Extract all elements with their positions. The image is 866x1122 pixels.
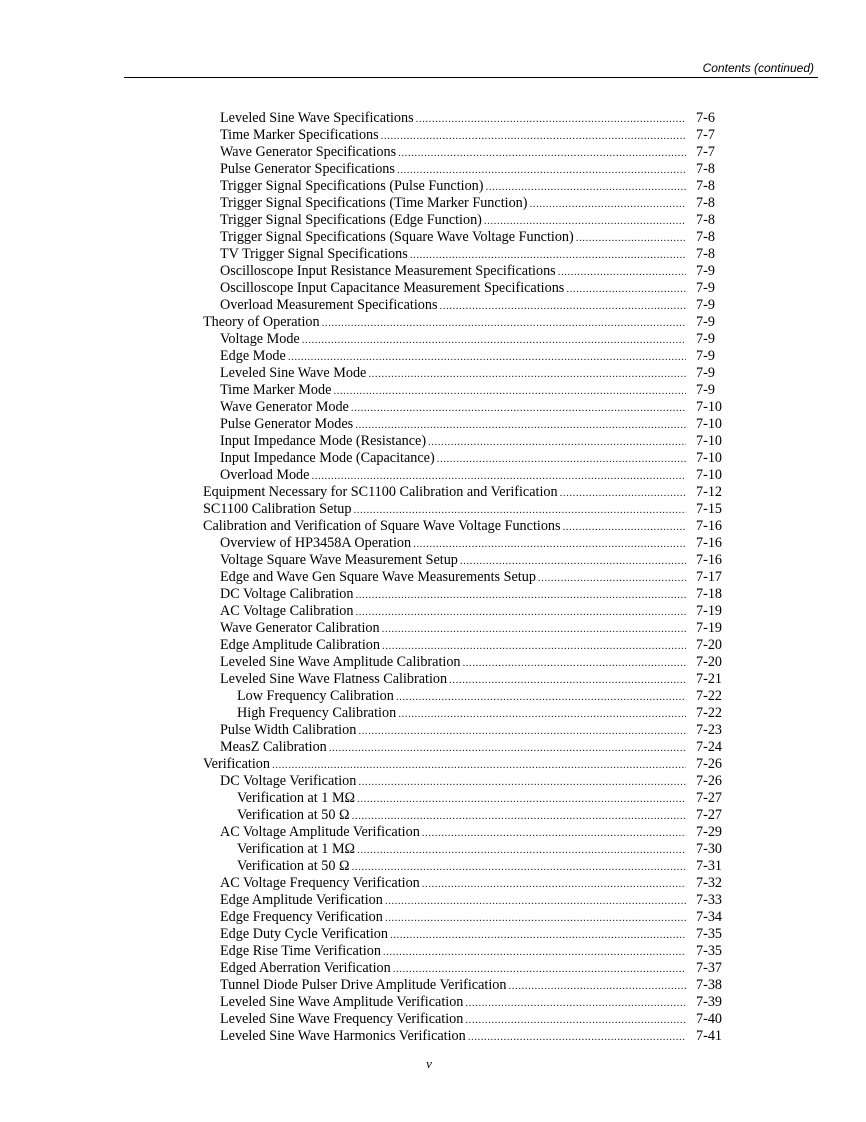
toc-entry-line	[220, 399, 686, 417]
toc-entry-title: Overload Measurement Specifications	[220, 297, 438, 313]
toc-entry-title: Overload Mode	[220, 467, 310, 483]
toc-entry[interactable]	[0, 722, 866, 739]
toc-entry-line	[220, 875, 686, 893]
toc-entry[interactable]	[0, 127, 866, 144]
dot-leader	[333, 383, 686, 400]
dot-leader	[508, 978, 686, 995]
toc-entry-page: 7-19	[696, 620, 723, 636]
toc-entry-page: 7-41	[696, 1028, 723, 1044]
dot-leader	[463, 655, 686, 672]
toc-entry[interactable]	[0, 875, 866, 892]
toc-entry-page: 7-10	[696, 433, 723, 449]
toc-entry-page: 7-9	[696, 348, 715, 364]
dot-leader	[382, 638, 686, 655]
toc-entry-line	[220, 416, 686, 434]
toc-entry-page: 7-34	[696, 909, 723, 925]
toc-entry-page: 7-38	[696, 977, 723, 993]
toc-entry-page: 7-31	[696, 858, 723, 874]
toc-entry-title: Trigger Signal Specifications (Time Marker Function)	[220, 195, 528, 211]
dot-leader	[353, 502, 686, 519]
toc-entry[interactable]	[0, 654, 866, 671]
toc-entry-title: Pulse Generator Specifications	[220, 161, 395, 177]
toc-entry-title: High Frequency Calibration	[237, 705, 397, 721]
toc-entry-title: Input Impedance Mode (Capacitance)	[220, 450, 435, 466]
toc-entry[interactable]	[0, 858, 866, 875]
toc-entry[interactable]	[0, 637, 866, 654]
dot-leader	[460, 553, 686, 570]
dot-leader	[302, 332, 686, 349]
toc-entry-page: 7-24	[696, 739, 723, 755]
toc-entry-page: 7-16	[696, 552, 723, 568]
toc-entry-line	[220, 654, 686, 672]
dot-leader	[358, 774, 686, 791]
dot-leader	[484, 213, 686, 230]
toc-entry-line	[220, 127, 686, 145]
dot-leader	[566, 281, 686, 298]
toc-entry-line	[237, 790, 686, 808]
toc-entry-line	[220, 569, 686, 587]
toc-entry[interactable]	[0, 960, 866, 977]
dot-leader	[410, 247, 686, 264]
dot-leader	[390, 927, 686, 944]
toc-entry[interactable]	[0, 518, 866, 535]
dot-leader	[428, 434, 686, 451]
toc-entry-title: Edge Duty Cycle Verification	[220, 926, 388, 942]
toc-entry-title: TV Trigger Signal Specifications	[220, 246, 408, 262]
dot-leader	[437, 451, 686, 468]
toc-entry-line	[220, 620, 686, 638]
toc-entry[interactable]	[0, 229, 866, 246]
toc-entry-line	[220, 892, 686, 910]
dot-leader	[272, 757, 686, 774]
toc-entry-page: 7-37	[696, 960, 723, 976]
dot-leader	[560, 485, 686, 502]
toc-entry-line	[220, 263, 686, 281]
toc-entry-page: 7-21	[696, 671, 723, 687]
toc-entry-title: Time Marker Specifications	[220, 127, 379, 143]
toc-entry-title: Overview of HP3458A Operation	[220, 535, 412, 551]
toc-entry-title: DC Voltage Calibration	[220, 586, 354, 602]
dot-leader	[486, 179, 686, 196]
toc-entry-page: 7-33	[696, 892, 723, 908]
toc-entry-title: Trigger Signal Specifications (Edge Function)	[220, 212, 482, 228]
toc-entry-page: 7-20	[696, 654, 723, 670]
toc-entry-title: Wave Generator Specifications	[220, 144, 397, 160]
toc-entry-title: Wave Generator Mode	[220, 399, 349, 415]
toc-entry[interactable]	[0, 552, 866, 569]
toc-entry-title: Calibration and Verification of Square Wave Voltage Functions	[203, 518, 561, 534]
toc-entry-line	[220, 144, 686, 162]
toc-entry[interactable]	[0, 807, 866, 824]
toc-entry-page: 7-22	[696, 705, 723, 721]
toc-entry[interactable]	[0, 535, 866, 552]
toc-entry-line	[220, 280, 686, 298]
dot-leader	[576, 230, 686, 247]
toc-entry-page: 7-26	[696, 773, 723, 789]
toc-entry-page: 7-40	[696, 1011, 723, 1027]
toc-entry-page: 7-8	[696, 178, 715, 194]
toc-entry-title: Leveled Sine Wave Mode	[220, 365, 367, 381]
toc-entry-page: 7-26	[696, 756, 723, 772]
toc-entry-title: Verification	[203, 756, 270, 772]
toc-entry-page: 7-7	[696, 127, 715, 143]
toc-entry-page: 7-16	[696, 535, 723, 551]
toc-entry[interactable]	[0, 399, 866, 416]
toc-entry-title: Voltage Square Wave Measurement Setup	[220, 552, 458, 568]
dot-leader	[396, 689, 686, 706]
dot-leader	[538, 570, 686, 587]
toc-entry[interactable]	[0, 416, 866, 433]
toc-entry-page: 7-10	[696, 450, 723, 466]
toc-entry[interactable]	[0, 739, 866, 756]
toc-entry-title: Oscilloscope Input Capacitance Measurement Specifications	[220, 280, 565, 296]
toc-entry[interactable]	[0, 280, 866, 297]
toc-entry-page: 7-30	[696, 841, 723, 857]
toc-entry-title: Edge Mode	[220, 348, 286, 364]
dot-leader	[398, 706, 686, 723]
toc-entry[interactable]	[0, 569, 866, 586]
dot-leader	[382, 621, 686, 638]
toc-entry[interactable]	[0, 603, 866, 620]
toc-entry-line	[237, 807, 686, 825]
toc-entry[interactable]	[0, 212, 866, 229]
toc-entry[interactable]	[0, 773, 866, 790]
toc-entry-line	[220, 773, 686, 791]
toc-entry-line	[220, 246, 686, 264]
toc-entry-page: 7-8	[696, 212, 715, 228]
toc-entry-page: 7-15	[696, 501, 723, 517]
toc-entry[interactable]	[0, 1011, 866, 1028]
toc-entry-page: 7-9	[696, 297, 715, 313]
toc-entry-page: 7-9	[696, 382, 715, 398]
toc-entry[interactable]	[0, 841, 866, 858]
dot-leader	[385, 893, 686, 910]
toc-entry-page: 7-18	[696, 586, 723, 602]
toc-entry-title: AC Voltage Frequency Verification	[220, 875, 420, 891]
toc-entry-title: Oscilloscope Input Resistance Measurement Specifications	[220, 263, 556, 279]
dot-leader	[351, 400, 686, 417]
toc-entry-page: 7-9	[696, 280, 715, 296]
toc-entry[interactable]	[0, 365, 866, 382]
toc-entry-line	[220, 586, 686, 604]
dot-leader	[357, 842, 686, 859]
toc-entry-page: 7-9	[696, 263, 715, 279]
running-header: Contents (continued)	[702, 61, 814, 75]
dot-leader	[563, 519, 686, 536]
toc-entry[interactable]	[0, 433, 866, 450]
toc-entry-line	[220, 1028, 686, 1046]
toc-entry-page: 7-10	[696, 416, 723, 432]
toc-entry-title: Edged Aberration Verification	[220, 960, 391, 976]
toc-entry-page: 7-20	[696, 637, 723, 653]
toc-entry-page: 7-29	[696, 824, 723, 840]
toc-entry-line	[220, 365, 686, 383]
dot-leader	[383, 944, 686, 961]
dot-leader	[468, 1029, 686, 1046]
toc-entry-page: 7-9	[696, 331, 715, 347]
toc-entry-title: Leveled Sine Wave Specifications	[220, 110, 414, 126]
dot-leader	[368, 366, 686, 383]
toc-entry-title: Trigger Signal Specifications (Pulse Function)	[220, 178, 484, 194]
toc-entry-line	[220, 824, 686, 842]
toc-entry-title: Verification at 50 Ω	[237, 858, 350, 874]
dot-leader	[416, 111, 686, 128]
toc-entry-page: 7-9	[696, 314, 715, 330]
toc-entry-title: Edge Rise Time Verification	[220, 943, 381, 959]
toc-entry[interactable]	[0, 246, 866, 263]
toc-entry-title: Tunnel Diode Pulser Drive Amplitude Verification	[220, 977, 507, 993]
toc-entry-title: Verification at 1 MΩ	[237, 841, 356, 857]
toc-entry-title: Low Frequency Calibration	[237, 688, 394, 704]
dot-leader	[322, 315, 686, 332]
toc-entry-line	[220, 331, 686, 349]
toc-entry-page: 7-10	[696, 467, 723, 483]
toc-entry-line	[220, 467, 686, 485]
toc-entry-line	[203, 314, 686, 332]
toc-entry[interactable]	[0, 994, 866, 1011]
toc-entry[interactable]	[0, 450, 866, 467]
dot-leader	[311, 468, 686, 485]
toc-entry-page: 7-10	[696, 399, 723, 415]
dot-leader	[413, 536, 686, 553]
toc-entry-title: DC Voltage Verification	[220, 773, 357, 789]
dot-leader	[558, 264, 686, 281]
dot-leader	[355, 587, 686, 604]
toc-entry-line	[220, 110, 686, 128]
toc-entry-title: Time Marker Mode	[220, 382, 332, 398]
toc-entry[interactable]	[0, 110, 866, 127]
toc-entry[interactable]	[0, 1028, 866, 1045]
toc-entry-title: Trigger Signal Specifications (Square Wave Voltage Function)	[220, 229, 574, 245]
toc-entry[interactable]	[0, 467, 866, 484]
toc-entry-page: 7-32	[696, 875, 723, 891]
toc-entry-line	[220, 977, 686, 995]
toc-entry[interactable]	[0, 348, 866, 365]
toc-entry-title: Verification at 1 MΩ	[237, 790, 356, 806]
toc-entry-page: 7-17	[696, 569, 723, 585]
toc-entry-line	[237, 858, 686, 876]
toc-entry[interactable]	[0, 331, 866, 348]
toc-entry-line	[203, 484, 686, 502]
toc-entry-line	[220, 1011, 686, 1029]
toc-entry[interactable]	[0, 926, 866, 943]
toc-entry-line	[203, 518, 686, 536]
toc-entry-title: Leveled Sine Wave Harmonics Verification	[220, 1028, 466, 1044]
toc-entry[interactable]	[0, 382, 866, 399]
dot-leader	[357, 791, 686, 808]
toc-entry-title: Leveled Sine Wave Frequency Verification	[220, 1011, 464, 1027]
toc-entry-line	[220, 348, 686, 366]
toc-entry[interactable]	[0, 892, 866, 909]
dot-leader	[352, 859, 686, 876]
toc-entry-line	[220, 637, 686, 655]
toc-entry[interactable]	[0, 314, 866, 331]
toc-entry-page: 7-8	[696, 161, 715, 177]
dot-leader	[393, 961, 686, 978]
toc-entry-page: 7-22	[696, 688, 723, 704]
toc-entry-page: 7-8	[696, 246, 715, 262]
toc-entry-page: 7-35	[696, 943, 723, 959]
toc-entry-page: 7-16	[696, 518, 723, 534]
toc-entry-page: 7-35	[696, 926, 723, 942]
toc-entry-title: SC1100 Calibration Setup	[203, 501, 352, 517]
toc-entry-line	[203, 501, 686, 519]
toc-entry-line	[220, 229, 686, 247]
toc-entry-line	[220, 671, 686, 689]
toc-entry-title: Edge Amplitude Verification	[220, 892, 383, 908]
toc-entry-line	[220, 535, 686, 553]
toc-entry-title: Edge Frequency Verification	[220, 909, 383, 925]
toc-entry-line	[220, 943, 686, 961]
dot-leader	[530, 196, 687, 213]
toc-entry-page: 7-39	[696, 994, 723, 1010]
dot-leader	[422, 825, 686, 842]
toc-entry[interactable]	[0, 620, 866, 637]
toc-entry-page: 7-9	[696, 365, 715, 381]
toc-entry-title: Verification at 50 Ω	[237, 807, 350, 823]
dot-leader	[355, 604, 686, 621]
toc-entry[interactable]	[0, 501, 866, 518]
toc-entry-page: 7-8	[696, 195, 715, 211]
toc-entry-line	[220, 161, 686, 179]
toc-entry[interactable]	[0, 705, 866, 722]
toc-entry[interactable]	[0, 943, 866, 960]
toc-entry[interactable]	[0, 790, 866, 807]
dot-leader	[465, 1012, 686, 1029]
toc-entry[interactable]	[0, 824, 866, 841]
toc-entry-title: Input Impedance Mode (Resistance)	[220, 433, 427, 449]
toc-entry-title: Leveled Sine Wave Flatness Calibration	[220, 671, 448, 687]
toc-entry[interactable]	[0, 909, 866, 926]
dot-leader	[422, 876, 686, 893]
toc-entry-page: 7-23	[696, 722, 723, 738]
toc-entry-title: Equipment Necessary for SC1100 Calibration and Verification	[203, 484, 558, 500]
toc-entry-title: MeasZ Calibration	[220, 739, 327, 755]
toc-entry-page: 7-8	[696, 229, 715, 245]
toc-entry[interactable]	[0, 688, 866, 705]
toc-entry-line	[237, 841, 686, 859]
dot-leader	[398, 145, 686, 162]
toc-entry-line	[220, 450, 686, 468]
toc-entry-line	[220, 552, 686, 570]
toc-entry-line	[220, 297, 686, 315]
toc-entry-line	[220, 739, 686, 757]
dot-leader	[355, 417, 686, 434]
toc-entry[interactable]	[0, 161, 866, 178]
toc-entry-title: Pulse Generator Modes	[220, 416, 354, 432]
toc-entry-line	[237, 705, 686, 723]
dot-leader	[397, 162, 686, 179]
toc-entry-line	[220, 909, 686, 927]
toc-entry-line	[203, 756, 686, 774]
page-number: v	[426, 1056, 432, 1071]
dot-leader	[288, 349, 686, 366]
toc-entry-title: Voltage Mode	[220, 331, 300, 347]
toc-entry-title: Edge and Wave Gen Square Wave Measurements Setup	[220, 569, 536, 585]
toc-entry[interactable]	[0, 977, 866, 994]
toc-entry[interactable]	[0, 144, 866, 161]
header-rule	[124, 77, 818, 78]
toc-entry[interactable]	[0, 263, 866, 280]
toc-entry[interactable]	[0, 586, 866, 603]
toc-entry-line	[220, 722, 686, 740]
toc-entry-title: Edge Amplitude Calibration	[220, 637, 380, 653]
toc-entry[interactable]	[0, 484, 866, 501]
toc-entry-page: 7-27	[696, 807, 723, 823]
toc-entry-title: AC Voltage Amplitude Verification	[220, 824, 420, 840]
toc-entry-line	[220, 603, 686, 621]
toc-entry-line	[220, 960, 686, 978]
toc-entry-page: 7-6	[696, 110, 715, 126]
toc-entry-line	[220, 433, 686, 451]
dot-leader	[439, 298, 686, 315]
toc-entry-line	[220, 178, 686, 196]
toc-entry-page: 7-27	[696, 790, 723, 806]
toc-entry-title: Leveled Sine Wave Amplitude Verification	[220, 994, 464, 1010]
toc-entry-line	[220, 926, 686, 944]
dot-leader	[381, 128, 686, 145]
toc-entry-page: 7-19	[696, 603, 723, 619]
toc-entry-title: Wave Generator Calibration	[220, 620, 380, 636]
toc-entry-line	[220, 212, 686, 230]
toc-entry[interactable]	[0, 195, 866, 212]
toc-entry-title: Theory of Operation	[203, 314, 320, 330]
toc-entry-line	[237, 688, 686, 706]
dot-leader	[385, 910, 686, 927]
toc-entry-line	[220, 382, 686, 400]
dot-leader	[352, 808, 686, 825]
dot-leader	[465, 995, 686, 1012]
toc-entry-line	[220, 195, 686, 213]
toc-entry-title: AC Voltage Calibration	[220, 603, 354, 619]
toc-entry[interactable]	[0, 178, 866, 195]
toc-entry[interactable]	[0, 671, 866, 688]
toc-entry-title: Pulse Width Calibration	[220, 722, 357, 738]
table-of-contents	[0, 110, 866, 1045]
dot-leader	[449, 672, 686, 689]
toc-entry[interactable]	[0, 297, 866, 314]
toc-entry-title: Leveled Sine Wave Amplitude Calibration	[220, 654, 461, 670]
toc-entry-page: 7-7	[696, 144, 715, 160]
toc-entry-line	[220, 994, 686, 1012]
toc-entry-page: 7-12	[696, 484, 723, 500]
toc-entry[interactable]	[0, 756, 866, 773]
dot-leader	[358, 723, 686, 740]
dot-leader	[329, 740, 686, 757]
